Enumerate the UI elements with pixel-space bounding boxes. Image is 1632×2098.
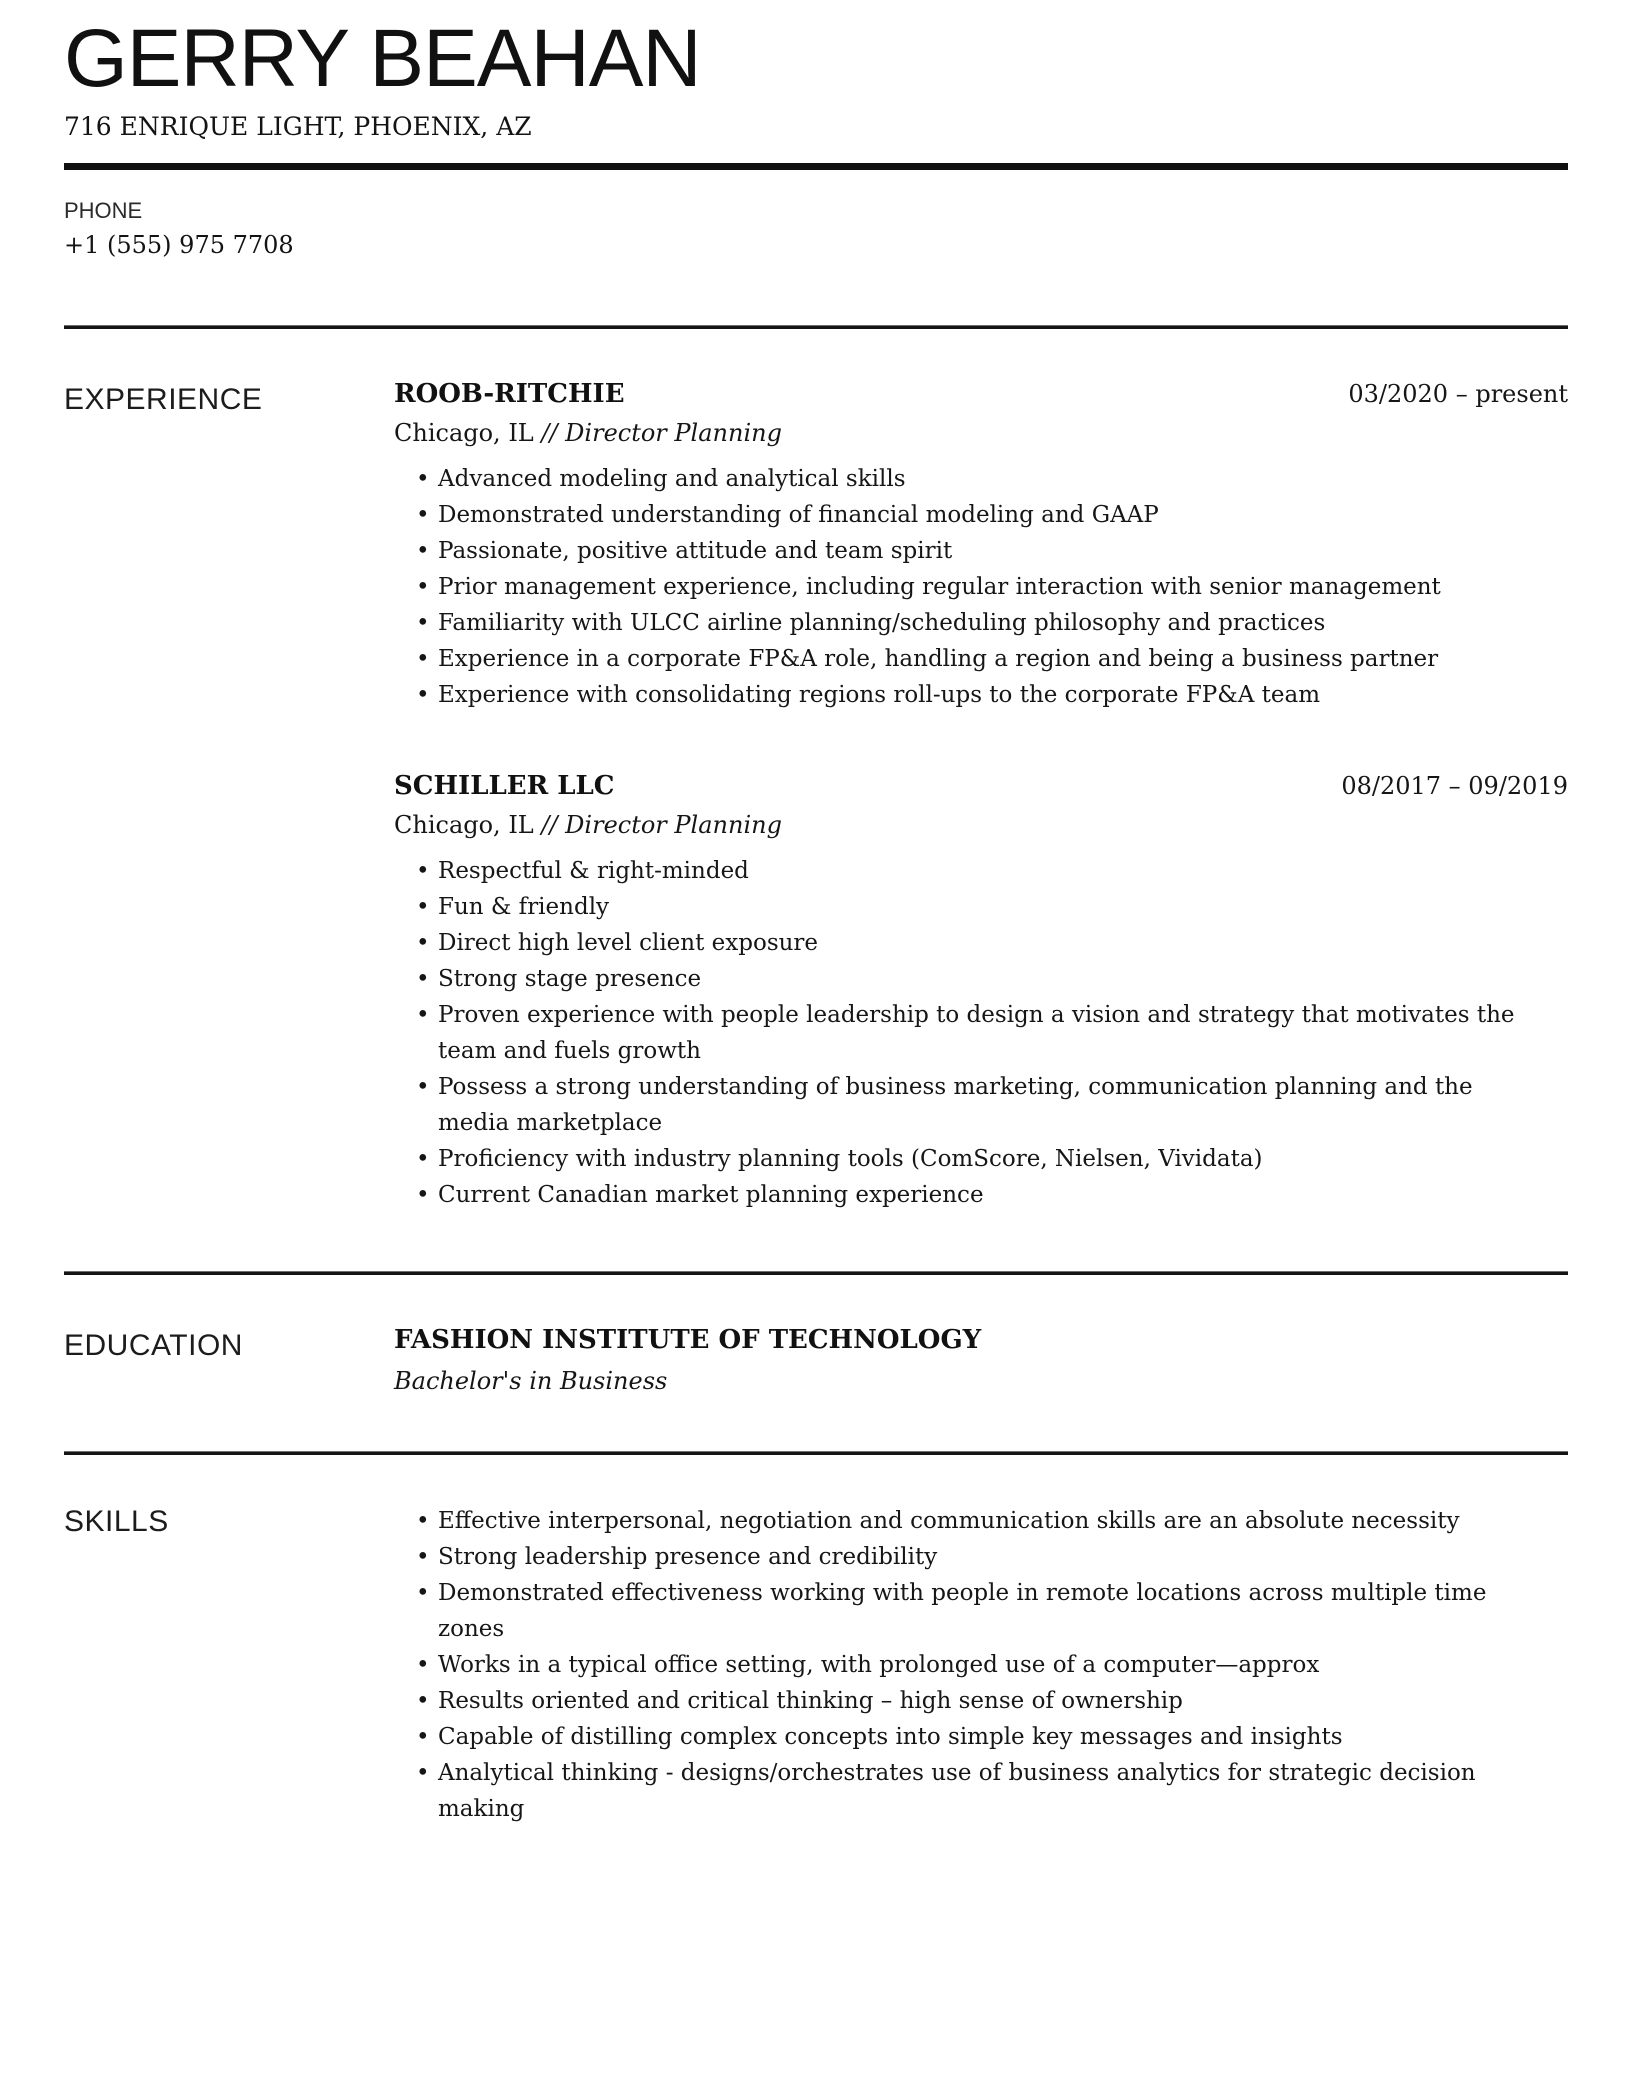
- list-item: • Analytical thinking - designs/orchestrates use of business analytics for strategic decision making: [394, 1755, 1539, 1827]
- list-item: • Experience in a corporate FP&A role, handling a region and being a business partner: [394, 641, 1539, 677]
- list-item: • Passionate, positive attitude and team spirit: [394, 533, 1539, 569]
- list-item: • Proficiency with industry planning tools (ComScore, Nielsen, Vividata): [394, 1141, 1539, 1177]
- skills-section: [64, 1455, 1568, 1827]
- list-item: • Respectful & right-minded: [394, 853, 1539, 889]
- entry-location: Chicago, IL: [394, 419, 542, 448]
- list-item: • Results oriented and critical thinking – high sense of ownership: [394, 1683, 1539, 1719]
- list-item: • Current Canadian market planning experience: [394, 1177, 1539, 1213]
- entry-role: // Director Planning: [541, 419, 782, 448]
- entry-header: [394, 771, 1568, 801]
- header-rule: [64, 163, 1568, 170]
- person-name: GERRY BEAHAN: [64, 13, 701, 104]
- education-section: [64, 1275, 1568, 1451]
- entry-location-role: [394, 811, 1568, 839]
- list-item: • Advanced modeling and analytical skills: [394, 461, 1539, 497]
- list-item: • Proven experience with people leadership to design a vision and strategy that motivates the team and fuels growth: [394, 997, 1539, 1069]
- list-item: • Demonstrated understanding of financial modeling and GAAP: [394, 497, 1539, 533]
- experience-entry: [394, 771, 1568, 1213]
- skills-content: [394, 1501, 1568, 1827]
- entry-location: Chicago, IL: [394, 811, 542, 840]
- education-content: [394, 1325, 1568, 1395]
- list-item: • Possess a strong understanding of business marketing, communication planning and the media marketplace: [394, 1069, 1539, 1141]
- experience-bullet-list: [394, 853, 1539, 1213]
- list-item: • Direct high level client exposure: [394, 925, 1539, 961]
- person-address: 716 ENRIQUE LIGHT, PHOENIX, AZ: [64, 112, 532, 142]
- list-item: • Strong leadership presence and credibility: [394, 1539, 1539, 1575]
- employment-dates: 08/2017 – 09/2019: [1341, 772, 1568, 801]
- school-name: FASHION INSTITUTE OF TECHNOLOGY: [394, 1325, 982, 1356]
- experience-section-label: EXPERIENCE: [64, 383, 263, 417]
- list-item: • Prior management experience, including regular interaction with senior management: [394, 569, 1539, 605]
- phone-number: +1 (555) 975 7708: [64, 231, 294, 260]
- entry-header: [394, 379, 1568, 409]
- list-item: • Familiarity with ULCC airline planning/scheduling philosophy and practices: [394, 605, 1539, 641]
- degree-name: Bachelor's in Business: [394, 1367, 668, 1396]
- experience-section: [64, 329, 1568, 1271]
- company-name: ROOB-RITCHIE: [394, 379, 625, 410]
- list-item: • Capable of distilling complex concepts into simple key messages and insights: [394, 1719, 1539, 1755]
- experience-bullet-list: [394, 461, 1539, 713]
- skills-bullet-list: [394, 1503, 1539, 1827]
- resume-header: [64, 0, 1568, 259]
- skills-section-label: SKILLS: [64, 1505, 169, 1539]
- list-item: • Strong stage presence: [394, 961, 1539, 997]
- entry-location-role: [394, 419, 1568, 447]
- list-item: • Fun & friendly: [394, 889, 1539, 925]
- education-section-label: EDUCATION: [64, 1329, 243, 1363]
- experience-content: [394, 379, 1568, 1213]
- experience-entry: [394, 379, 1568, 713]
- list-item: • Works in a typical office setting, with prolonged use of a computer—approx: [394, 1647, 1539, 1683]
- entry-role: // Director Planning: [541, 811, 782, 840]
- company-name: SCHILLER LLC: [394, 771, 615, 802]
- employment-dates: 03/2020 – present: [1348, 380, 1568, 409]
- list-item: • Experience with consolidating regions roll-ups to the corporate FP&A team: [394, 677, 1539, 713]
- phone-label: PHONE: [64, 198, 143, 224]
- list-item: • Demonstrated effectiveness working with people in remote locations across multiple time zones: [394, 1575, 1539, 1647]
- list-item: • Effective interpersonal, negotiation and communication skills are an absolute necessity: [394, 1503, 1539, 1539]
